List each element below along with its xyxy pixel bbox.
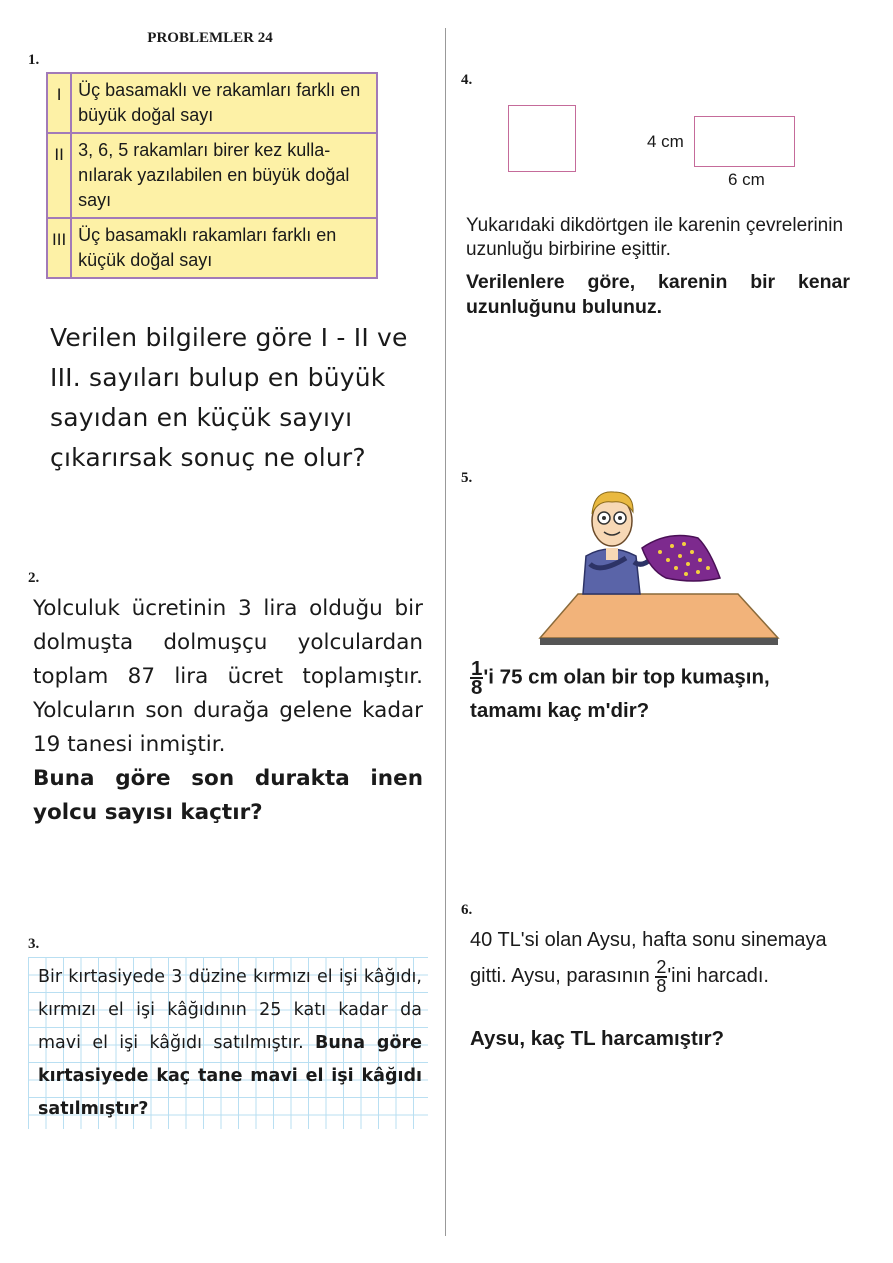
- problem-2-question: Buna göre son durakta inen yolcu sayısı kaçtır?: [33, 766, 423, 825]
- row-text: Üç basamaklı rakamları farklı en küçük doğal sayı: [71, 218, 377, 278]
- row-text: Üç basamaklı ve rakamları farklı en büyük doğal sayı: [71, 73, 377, 133]
- problem-3-body: [38, 961, 422, 1126]
- problem-1-number: 1.: [28, 52, 40, 68]
- row-roman: II: [47, 133, 71, 218]
- problem-2-body: [33, 592, 423, 830]
- table-row: [47, 218, 377, 278]
- rectangle-height-label: 4 cm: [647, 132, 684, 151]
- row-roman: III: [47, 218, 71, 278]
- problem-1-table: [46, 72, 378, 279]
- problem-2-number: 2.: [28, 570, 40, 586]
- fraction-denominator: 8: [656, 975, 667, 996]
- problem-3-number: 3.: [28, 936, 40, 952]
- problem-2-text: Yolculuk ücretinin 3 lira olduğu bir dolmuşta dolmuşçu yolculardan toplam 87 lira ücret toplamıştır. Yolcuların son durağa gelene kadar 19 tanesi inmiştir.: [33, 596, 423, 757]
- fraction-numerator: 1: [471, 657, 483, 680]
- problem-4-text: Yukarıdaki dikdörtgen ile karenin çevrelerinin uzunluğu birbirine eşittir.: [466, 215, 844, 260]
- fraction-numerator: 2: [656, 956, 667, 977]
- fraction-two-eighths: [655, 956, 667, 996]
- problem-5-text: 'i 75 cm olan bir top kumaşın,: [483, 665, 770, 689]
- problem-3-text: Bir kırtasiyede 3 düzine kırmızı el işi kâğıdı, kırmızı el işi kâğıdının 25 katı kadar da mavi el işi kâğıdı satılmıştır.: [38, 967, 422, 1053]
- problem-3-question: Buna göre kırtasiyede kaç tane mavi el işi kâğıdı satılmıştır?: [38, 1033, 422, 1119]
- column-divider: [445, 28, 446, 1236]
- problem-5-body: [470, 657, 860, 726]
- problem-4-number: 4.: [461, 72, 473, 88]
- problem-5-number: 5.: [461, 470, 473, 486]
- table-row: [47, 133, 377, 218]
- problem-4-question: Verilenlere göre, karenin bir kenar uzunluğunu bulunuz.: [466, 271, 850, 318]
- problem-5-question: tamamı kaç m'dir?: [470, 699, 650, 722]
- square-figure: [508, 105, 576, 172]
- rectangle-width-label: 6 cm: [728, 170, 765, 189]
- row-roman: I: [47, 73, 71, 133]
- problem-6-text: 40 TL'si olan Aysu, hafta sonu sinemaya gitti. Aysu, parasının: [470, 929, 827, 987]
- problem-6-body: [470, 922, 840, 995]
- row-text: 3, 6, 5 rakamları birer kez kulla-nılarak yazılabilen en büyük doğal sayı: [71, 133, 377, 218]
- problem-6-number: 6.: [461, 902, 473, 918]
- problem-1-question: Verilen bilgilere göre I - II ve III. sayıları bulup en büyük sayıdan en küçük sayıyı çıkarırsak sonuç ne olur?: [50, 323, 408, 472]
- fraction-one-eighth: [470, 657, 483, 699]
- man-with-fabric-illustration: [538, 486, 788, 651]
- problem-6-question: Aysu, kaç TL harcamıştır?: [470, 1027, 725, 1050]
- rectangle-figure: [694, 116, 795, 167]
- fraction-denominator: 8: [471, 676, 483, 699]
- problem-6-text-end: 'ini harcadı.: [667, 965, 769, 987]
- table-row: [47, 73, 377, 133]
- page-title: PROBLEMLER 24: [147, 30, 273, 46]
